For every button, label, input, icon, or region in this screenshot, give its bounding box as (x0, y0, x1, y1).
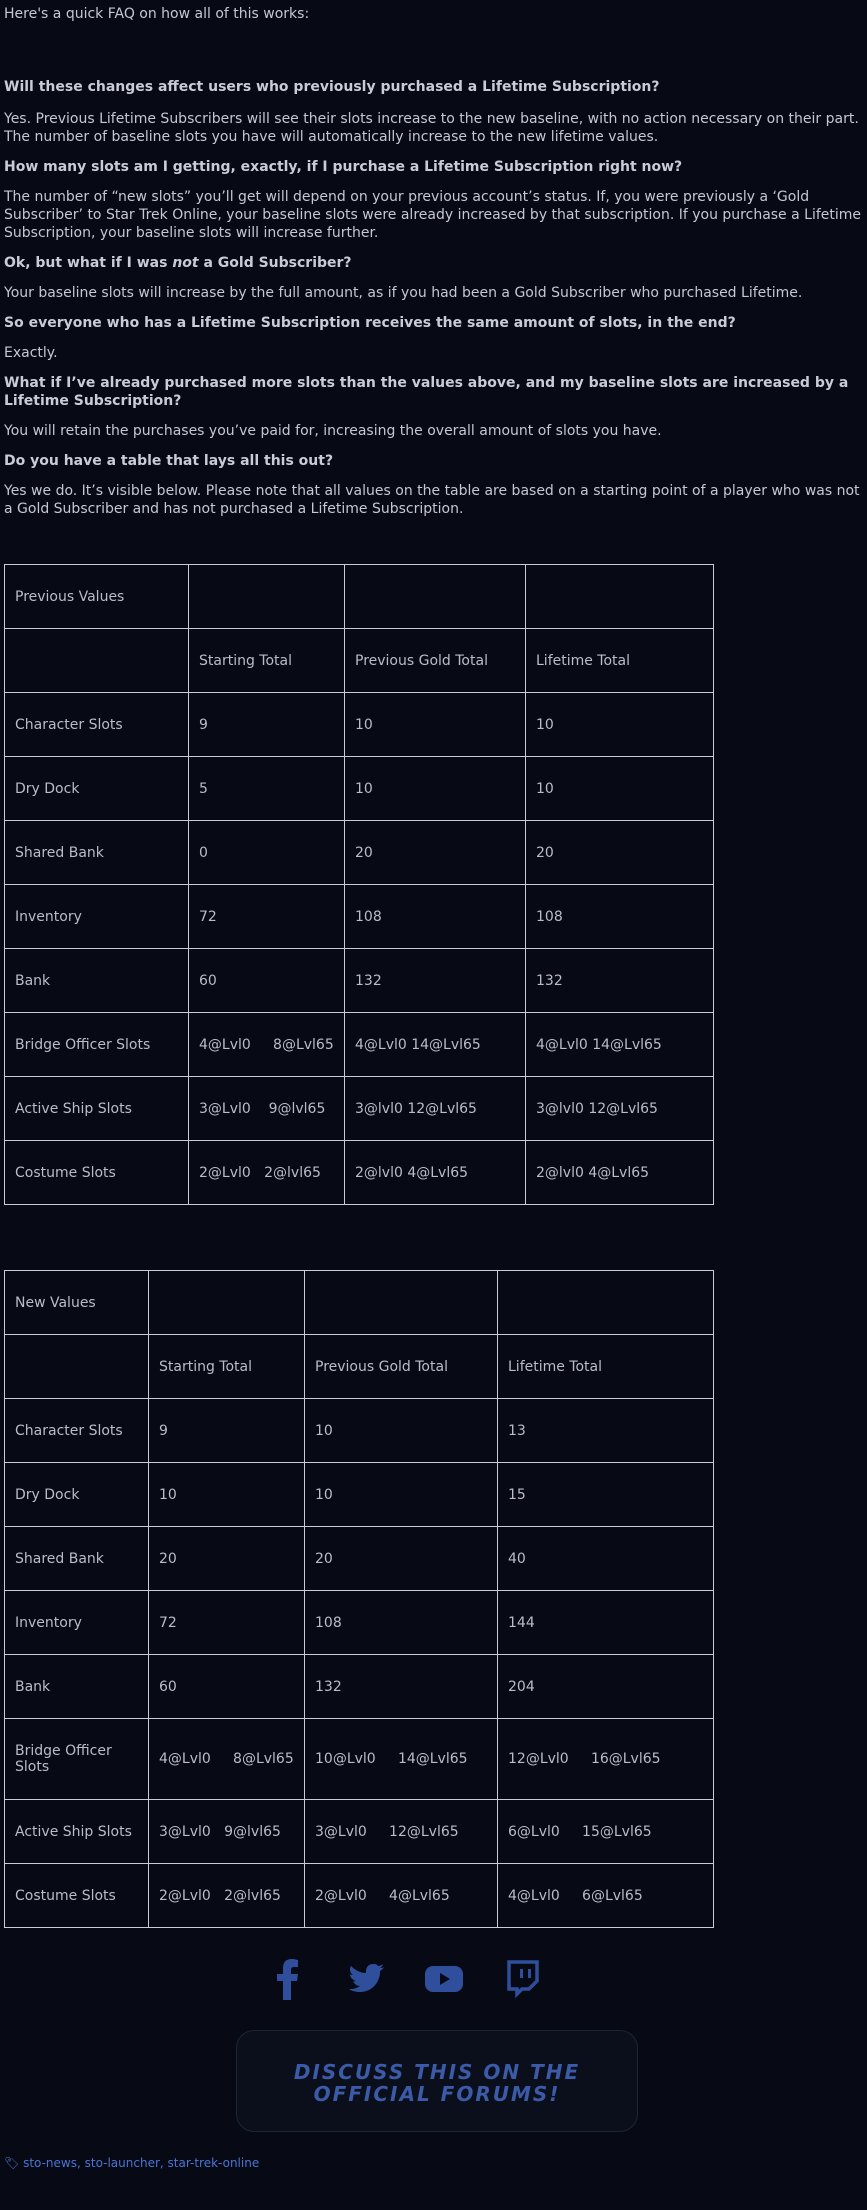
table-cell (498, 1271, 714, 1335)
table-cell: 3@lvl0 12@Lvl65 (526, 1077, 714, 1141)
table-cell: 4@Lvl0 6@Lvl65 (498, 1864, 714, 1928)
table-cell: 20 (305, 1527, 498, 1591)
table-cell: 2@lvl0 4@Lvl65 (526, 1141, 714, 1205)
twitter-icon[interactable] (347, 1956, 385, 2000)
table-cell (526, 565, 714, 629)
table-cell: 9 (149, 1399, 305, 1463)
faq-question-part: a Gold Subscriber? (198, 255, 352, 271)
table-cell (5, 1335, 149, 1399)
column-header: Starting Total (189, 629, 345, 693)
table-cell: 2@Lvl0 2@lvl65 (189, 1141, 345, 1205)
table-cell (5, 629, 189, 693)
table-cell: 3@Lvl0 9@lvl65 (149, 1800, 305, 1864)
table-cell: 60 (149, 1655, 305, 1719)
row-label: Costume Slots (5, 1141, 189, 1205)
table-cell: 3@Lvl0 12@Lvl65 (305, 1800, 498, 1864)
table-cell (189, 565, 345, 629)
table-row (5, 1399, 714, 1463)
table-cell: 10 (526, 757, 714, 821)
column-header: Previous Gold Total (305, 1335, 498, 1399)
tag-link[interactable]: sto-launcher (84, 2156, 160, 2170)
table-header-row (5, 629, 714, 693)
table-row (5, 1864, 714, 1928)
table-cell: 204 (498, 1655, 714, 1719)
table-cell: 4@Lvl0 8@Lvl65 (149, 1719, 305, 1800)
row-label: Dry Dock (5, 1463, 149, 1527)
table-row (5, 885, 714, 949)
table-cell (149, 1271, 305, 1335)
row-label: Character Slots (5, 1399, 149, 1463)
table-row (5, 1719, 714, 1800)
faq-intro: Here's a quick FAQ on how all of this works: (4, 6, 310, 22)
table-cell: 12@Lvl0 16@Lvl65 (498, 1719, 714, 1800)
table-row (5, 757, 714, 821)
previous-values-table (4, 564, 714, 1205)
column-header: Lifetime Total (526, 629, 714, 693)
faq-question: Will these changes affect users who previously purchased a Lifetime Subscription? (4, 79, 660, 95)
row-label: Inventory (5, 1591, 149, 1655)
twitch-icon[interactable] (503, 1956, 541, 2000)
table-row (5, 1591, 714, 1655)
faq-question: What if I’ve already purchased more slots than the values above, and my baseline slots are increased by a Lifetime Subscription? (4, 375, 849, 409)
tag-list: 🏷 sto-news, sto-launcher, star-trek-online (4, 2156, 260, 2170)
discuss-on-forums-button[interactable]: DISCUSS THIS ON THE OFFICIAL FORUMS! (236, 2030, 638, 2132)
row-label: Bridge Officer Slots (5, 1719, 149, 1800)
table-cell: 108 (305, 1591, 498, 1655)
table-cell: 40 (498, 1527, 714, 1591)
row-label: Active Ship Slots (5, 1077, 189, 1141)
table-row (5, 693, 714, 757)
table-cell: 10@Lvl0 14@Lvl65 (305, 1719, 498, 1800)
row-label: Costume Slots (5, 1864, 149, 1928)
faq-question: Do you have a table that lays all this out? (4, 453, 334, 469)
row-label: Bank (5, 949, 189, 1013)
table-cell: 10 (526, 693, 714, 757)
table-cell: 144 (498, 1591, 714, 1655)
table-cell: 20 (149, 1527, 305, 1591)
table-header-row (5, 1335, 714, 1399)
table-cell: 108 (526, 885, 714, 949)
row-label: Shared Bank (5, 821, 189, 885)
table-cell: 2@Lvl0 2@lvl65 (149, 1864, 305, 1928)
table-row (5, 1013, 714, 1077)
row-label: Bank (5, 1655, 149, 1719)
faq-question: How many slots am I getting, exactly, if I purchase a Lifetime Subscription right now? (4, 159, 683, 175)
table-cell: 132 (345, 949, 526, 1013)
table-cell (345, 565, 526, 629)
row-label: Bridge Officer Slots (5, 1013, 189, 1077)
column-header: Previous Gold Total (345, 629, 526, 693)
row-label: Dry Dock (5, 757, 189, 821)
youtube-icon[interactable] (425, 1956, 463, 2000)
row-label: Active Ship Slots (5, 1800, 149, 1864)
table-cell: 10 (345, 693, 526, 757)
table-cell: 3@lvl0 12@Lvl65 (345, 1077, 526, 1141)
table-cell: 10 (149, 1463, 305, 1527)
facebook-icon[interactable] (269, 1956, 307, 2000)
table-cell: 20 (526, 821, 714, 885)
table-cell: 2@Lvl0 4@Lvl65 (305, 1864, 498, 1928)
row-label: Shared Bank (5, 1527, 149, 1591)
table-row (5, 1527, 714, 1591)
table-cell: 132 (526, 949, 714, 1013)
table-row (5, 1655, 714, 1719)
table-cell: 20 (345, 821, 526, 885)
column-header: Starting Total (149, 1335, 305, 1399)
table-row (5, 949, 714, 1013)
row-label: Character Slots (5, 693, 189, 757)
faq-question (4, 254, 863, 272)
faq-answer: Yes. Previous Lifetime Subscribers will see their slots increase to the new baseline, with no action necessary on their part. The number of baseline slots you have will automatically increase to the new lifetime values. (4, 111, 859, 145)
tag-link[interactable]: sto-news (23, 2156, 77, 2170)
faq-question-part: Ok, but what if I was (4, 255, 173, 271)
faq-answer: Exactly. (4, 345, 58, 361)
table-title-cell: New Values (5, 1271, 149, 1335)
table-cell: 10 (305, 1399, 498, 1463)
table-row (5, 565, 714, 629)
table-row (5, 1271, 714, 1335)
table-row (5, 821, 714, 885)
faq-section (4, 78, 863, 518)
faq-answer: Your baseline slots will increase by the full amount, as if you had been a Gold Subscriber who purchased Lifetime. (4, 285, 803, 301)
table-cell: 5 (189, 757, 345, 821)
faq-answer: Yes we do. It’s visible below. Please note that all values on the table are based on a starting point of a player who was not a Gold Subscriber and has not purchased a Lifetime Subscription. (4, 483, 860, 517)
social-links (0, 1956, 863, 2000)
table-cell: 10 (305, 1463, 498, 1527)
table-cell: 4@Lvl0 14@Lvl65 (526, 1013, 714, 1077)
table-cell: 15 (498, 1463, 714, 1527)
table-cell: 72 (189, 885, 345, 949)
table-cell: 9 (189, 693, 345, 757)
table-cell: 10 (345, 757, 526, 821)
table-title-cell: Previous Values (5, 565, 189, 629)
table-cell: 3@Lvl0 9@lvl65 (189, 1077, 345, 1141)
faq-question-emphasis: not (172, 255, 199, 271)
new-values-table (4, 1270, 714, 1928)
table-cell: 72 (149, 1591, 305, 1655)
table-cell (305, 1271, 498, 1335)
table-cell: 60 (189, 949, 345, 1013)
table-cell: 6@Lvl0 15@Lvl65 (498, 1800, 714, 1864)
row-label: Inventory (5, 885, 189, 949)
table-cell: 4@Lvl0 8@Lvl65 (189, 1013, 345, 1077)
table-row (5, 1141, 714, 1205)
table-cell: 108 (345, 885, 526, 949)
column-header: Lifetime Total (498, 1335, 714, 1399)
table-row (5, 1077, 714, 1141)
faq-answer: The number of “new slots” you’ll get will depend on your previous account’s status. If, you were previously a ‘Gold Subscriber’ to Star Trek Online, your baseline slots were already increased by that subscription. If you purchase a Lifetime Subscription, your baseline slots will increase further. (4, 189, 862, 241)
table-cell: 13 (498, 1399, 714, 1463)
table-cell: 0 (189, 821, 345, 885)
table-row (5, 1463, 714, 1527)
faq-question: So everyone who has a Lifetime Subscription receives the same amount of slots, in the end? (4, 315, 736, 331)
table-cell: 2@lvl0 4@Lvl65 (345, 1141, 526, 1205)
tag-icon: 🏷 (4, 2156, 20, 2170)
faq-answer: You will retain the purchases you’ve paid for, increasing the overall amount of slots you have. (4, 423, 662, 439)
table-row (5, 1800, 714, 1864)
table-cell: 4@Lvl0 14@Lvl65 (345, 1013, 526, 1077)
table-cell: 132 (305, 1655, 498, 1719)
tag-link[interactable]: star-trek-online (167, 2156, 260, 2170)
